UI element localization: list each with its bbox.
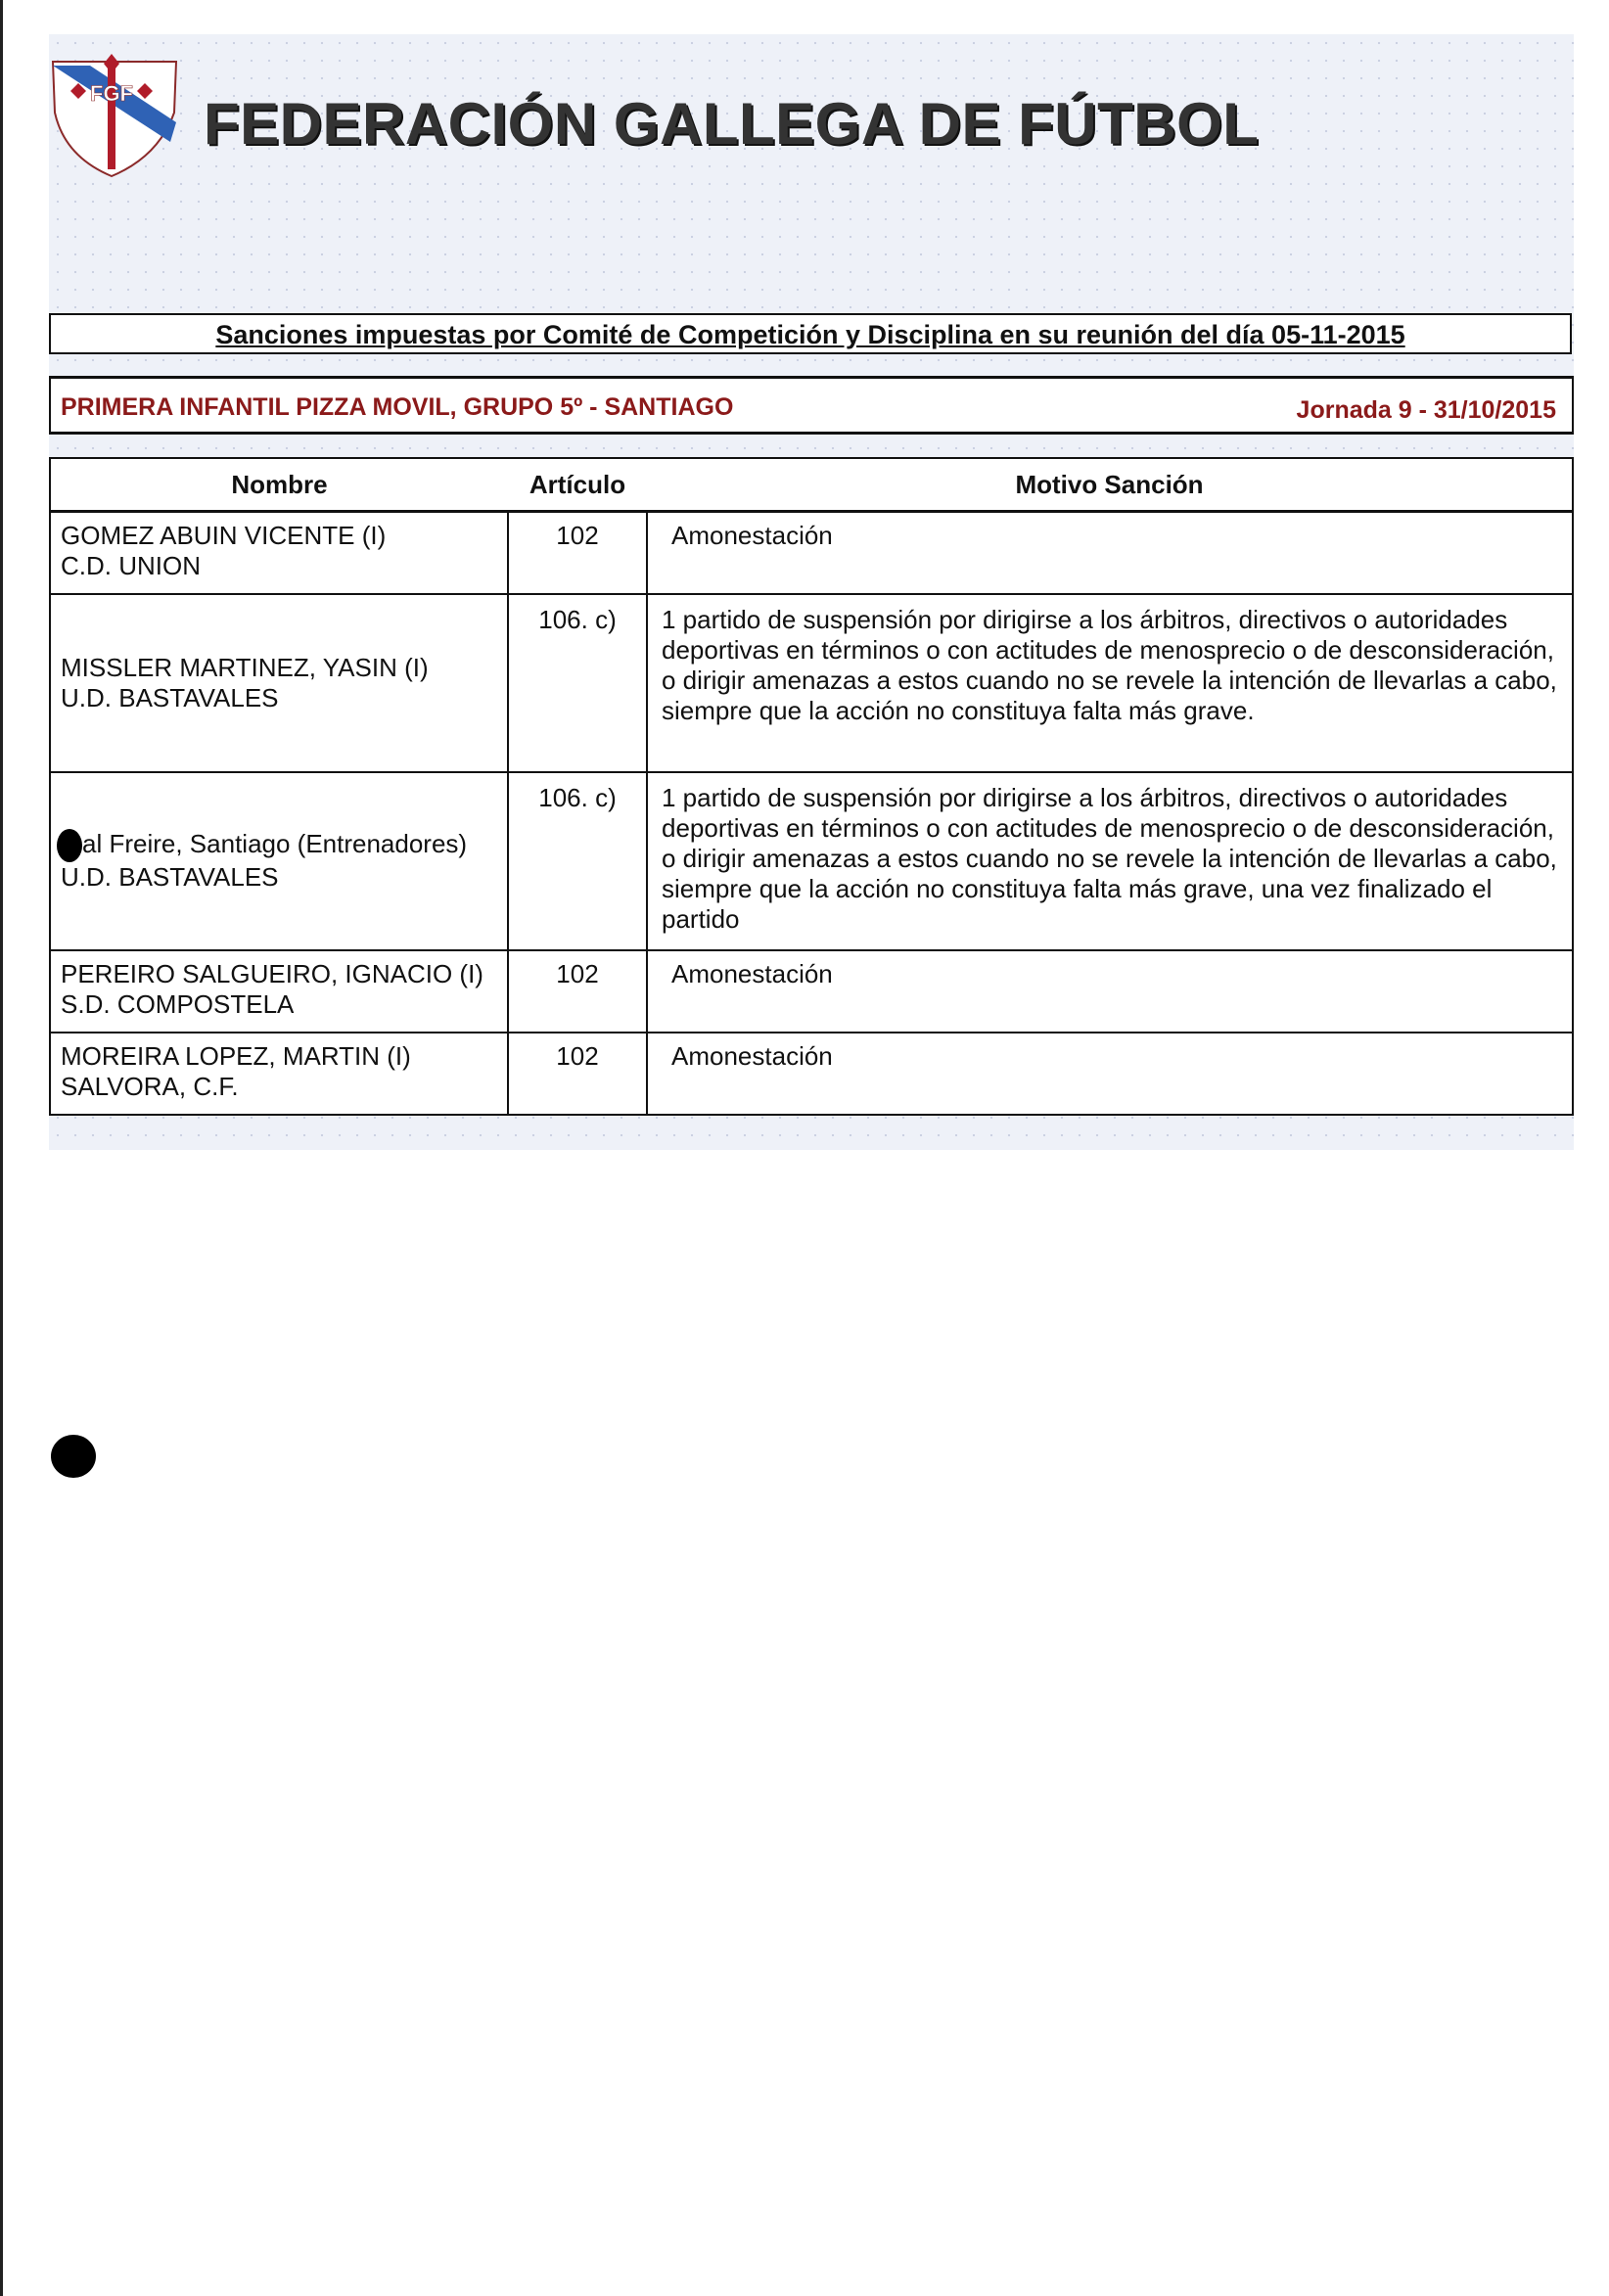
competition-bar (49, 376, 1574, 435)
sanctions-heading-text: Sanciones impuestas por Comité de Competición y Disciplina en su reunión del día 05-11-2015 (215, 320, 1405, 349)
punch-hole-mark (51, 1435, 96, 1478)
header-nombre: Nombre (50, 458, 508, 512)
svg-text:FGF: FGF (90, 81, 133, 106)
coach-name: al Freire, Santiago (Entrenadores) (82, 828, 468, 858)
page-edge (0, 0, 3, 2296)
article-cell: 102 (508, 512, 647, 594)
player-name: MOREIRA LOPEZ, MARTIN (I) (61, 1040, 411, 1071)
article-cell: 102 (508, 950, 647, 1033)
article-cell: 102 (508, 1033, 647, 1115)
redaction-blot (57, 829, 82, 862)
reason-cell: 1 partido de suspensión por dirigirse a los árbitros, directivos o autoridades deportivas en términos o con actitudes de menosprecio o de desconsideración, o dirigir amenazas a estos cuando no se revele la intención de llevarlas a cabo, siempre que la acción no constituya falta más grave, una vez finalizado el partido (647, 772, 1573, 950)
header-articulo: Artículo (508, 458, 647, 512)
reason-cell: Amonestación (647, 1033, 1573, 1115)
federation-title: FEDERACIÓN GALLEGA DE FÚTBOL (204, 91, 1260, 157)
table-row (50, 772, 1573, 950)
table-row (50, 950, 1573, 1033)
club-name: U.D. BASTAVALES (61, 682, 279, 712)
article-cell: 106. c) (508, 594, 647, 772)
table-row (50, 512, 1573, 594)
club-name: S.D. COMPOSTELA (61, 988, 295, 1019)
coach-name-line (61, 829, 497, 862)
competition-name: PRIMERA INFANTIL PIZZA MOVIL, GRUPO 5º - SANTIAGO (61, 393, 734, 421)
player-name: MISSLER MARTINEZ, YASIN (I) (61, 652, 429, 682)
reason-cell: Amonestación (647, 950, 1573, 1033)
name-cell (50, 1033, 508, 1115)
name-cell (50, 950, 508, 1033)
name-cell (50, 772, 508, 950)
reason-cell: Amonestación (647, 512, 1573, 594)
table-header-row (50, 458, 1573, 512)
reason-cell: 1 partido de suspensión por dirigirse a los árbitros, directivos o autoridades deportivas en términos o con actitudes de menosprecio o de desconsideración, o dirigir amenazas a estos cuando no se revele la intención de llevarlas a cabo, siempre que la acción no constituya falta más grave. (647, 594, 1573, 772)
sanctions-table (49, 457, 1574, 1116)
player-name: GOMEZ ABUIN VICENTE (I) (61, 521, 387, 550)
club-name: C.D. UNION (61, 551, 201, 580)
fgf-shield-logo (51, 54, 178, 181)
name-cell (50, 512, 508, 594)
article-cell: 106. c) (508, 772, 647, 950)
jornada-date: Jornada 9 - 31/10/2015 (1296, 396, 1556, 424)
header-motivo: Motivo Sanción (647, 458, 1573, 512)
table-row (50, 1033, 1573, 1115)
club-name: SALVORA, C.F. (61, 1071, 239, 1101)
player-name: PEREIRO SALGUEIRO, IGNACIO (I) (61, 958, 483, 988)
name-cell (50, 594, 508, 772)
club-name: U.D. BASTAVALES (61, 862, 279, 893)
table-row (50, 594, 1573, 772)
sanctions-heading (49, 313, 1572, 354)
